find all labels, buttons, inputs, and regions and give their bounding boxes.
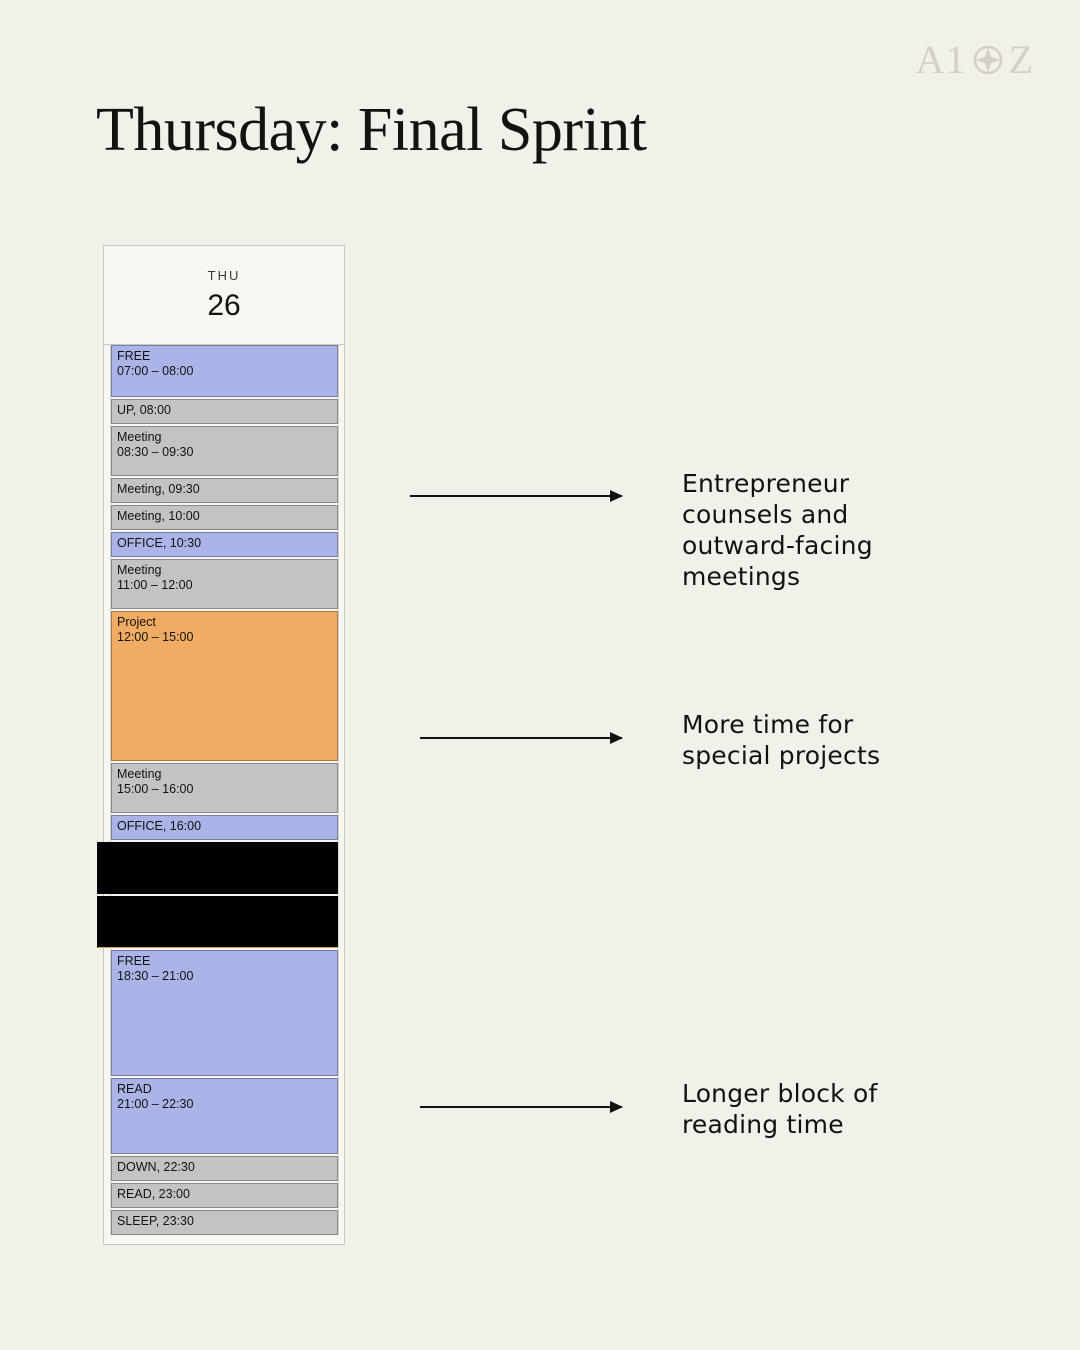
calendar-event[interactable] [111, 532, 338, 557]
annotation-arrow-2 [420, 737, 622, 739]
page-title-rest: Final Sprint [342, 96, 647, 164]
brand-logo [916, 36, 1034, 83]
calendar-header [104, 246, 344, 344]
day-calendar [103, 245, 345, 1245]
calendar-day-of-week: THU [207, 267, 241, 283]
calendar-event-time-range: 21:00 – 22:30 [117, 1097, 194, 1111]
annotation-3-line-1: Longer block of [682, 1079, 878, 1108]
calendar-event[interactable] [111, 1210, 338, 1235]
calendar-event-title: FREE [117, 954, 151, 968]
calendar-event-time-range: 18:30 – 21:00 [117, 969, 194, 983]
annotation-text-1 [682, 468, 873, 592]
annotation-1-line-4: meetings [682, 562, 801, 591]
page-title-separator: : [326, 96, 343, 164]
annotation-text-2 [682, 709, 880, 771]
calendar-event[interactable] [111, 815, 338, 840]
calendar-event[interactable] [111, 1183, 338, 1208]
calendar-event[interactable] [111, 1078, 338, 1154]
calendar-event[interactable] [111, 426, 338, 476]
page-title-bold: Thursday [96, 96, 327, 164]
calendar-event-title: Meeting, 10:00 [117, 509, 200, 523]
brand-text-right: Z [1008, 37, 1034, 82]
calendar-event-title: OFFICE, 16:00 [117, 819, 202, 833]
calendar-event-time-range: 12:00 – 15:00 [117, 630, 194, 644]
annotation-2-line-1: More time for [682, 710, 854, 739]
calendar-event-title: UP, 08:00 [117, 403, 171, 417]
annotation-1-line-3: outward-facing [682, 531, 873, 560]
calendar-event-title: Meeting [117, 563, 162, 577]
calendar-event-time-range: 15:00 – 16:00 [117, 782, 194, 796]
calendar-event-title: SLEEP, 23:30 [117, 1214, 194, 1228]
calendar-event[interactable] [111, 763, 338, 813]
calendar-event[interactable] [111, 345, 338, 397]
calendar-event-time-range: 07:00 – 08:00 [117, 364, 194, 378]
calendar-event[interactable] [111, 478, 338, 503]
annotation-arrow-1 [410, 495, 622, 497]
annotation-3-line-2: reading time [682, 1110, 844, 1139]
calendar-event[interactable] [111, 1156, 338, 1181]
annotation-1-line-2: counsels and [682, 500, 849, 529]
globe-icon [969, 41, 1007, 79]
calendar-event-time-range: 11:00 – 12:00 [117, 578, 193, 592]
annotation-2-line-2: special projects [682, 741, 881, 770]
calendar-event-time-range: 08:30 – 09:30 [117, 445, 194, 459]
annotation-1-line-1: Entrepreneur [682, 469, 850, 498]
calendar-event-title: Meeting [117, 430, 162, 444]
annotation-arrow-3 [420, 1106, 622, 1108]
calendar-event[interactable] [111, 505, 338, 530]
annotation-text-3 [682, 1078, 877, 1140]
calendar-event[interactable] [97, 896, 339, 948]
calendar-day-number: 26 [207, 288, 241, 322]
calendar-event[interactable] [111, 399, 338, 424]
calendar-event-title: DOWN, 22:30 [117, 1160, 195, 1174]
calendar-event-title: OFFICE, 10:30 [117, 536, 202, 550]
calendar-event-title: Project [117, 615, 156, 629]
calendar-event-title: READ [117, 1082, 152, 1096]
brand-text-left: A1 [915, 37, 967, 82]
calendar-event-title: FREE [117, 349, 151, 363]
calendar-event-title: Meeting [117, 767, 162, 781]
calendar-events-list [104, 344, 344, 1235]
calendar-event[interactable] [111, 950, 338, 1076]
calendar-event-title: READ, 23:00 [117, 1187, 190, 1201]
calendar-event[interactable] [111, 611, 338, 761]
calendar-event-title: Meeting, 09:30 [117, 482, 200, 496]
calendar-event[interactable] [111, 559, 338, 609]
page-title [96, 98, 646, 163]
calendar-event[interactable] [97, 842, 339, 894]
